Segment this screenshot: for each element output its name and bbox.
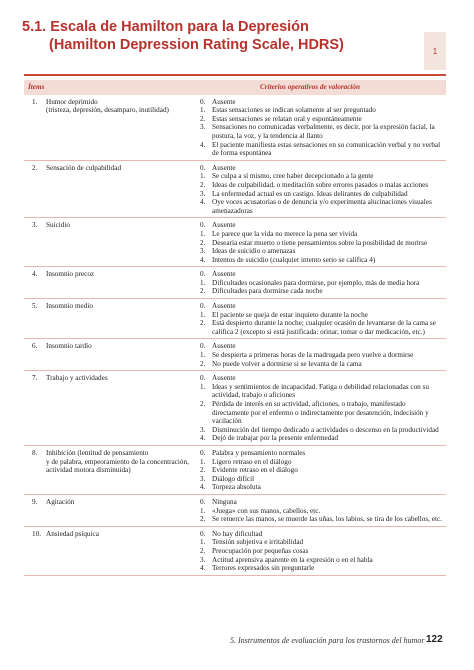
option-score: 2. [200, 400, 206, 408]
criteria-cell [196, 299, 446, 339]
option-score: 3. [200, 425, 206, 434]
criteria-option [200, 106, 442, 115]
footer-text: 5. Instrumentos de evaluación para los trastornos del humor [230, 636, 425, 645]
option-score: 1. [200, 538, 206, 547]
criteria-option [200, 115, 442, 124]
table-row [24, 371, 446, 446]
criteria-option [200, 507, 442, 516]
option-score: 1. [200, 229, 206, 238]
criteria-option [200, 547, 442, 556]
criteria-cell [196, 445, 446, 494]
criteria-option [200, 302, 442, 311]
criteria-option [200, 172, 442, 181]
criteria-option [200, 287, 442, 296]
table-row [24, 299, 446, 339]
option-text: Ideas de suicidio o amenazas [212, 247, 296, 256]
criteria-option [200, 319, 442, 336]
option-score: 0. [200, 374, 206, 383]
item-cell [24, 267, 196, 299]
criteria-option [200, 311, 442, 320]
option-text: Preocupación por pequeñas cosas [212, 546, 309, 555]
item-label: Suicidio [46, 221, 70, 230]
option-score: 4. [200, 255, 206, 264]
item-cell [24, 526, 196, 575]
option-text: Dificultades para dormirse cada noche [212, 287, 323, 296]
criteria-option [200, 400, 442, 426]
option-score: 3. [200, 474, 206, 483]
option-score: 3. [200, 247, 206, 256]
option-score: 1. [200, 172, 206, 181]
header-items: Ítems [24, 80, 196, 95]
option-score: 1. [200, 382, 206, 391]
option-text: Oye voces acusatorias o de denuncia y/o experimenta alucinaciones visuales amenazadoras [212, 198, 432, 215]
option-text: La enfermedad actual es un castigo. Ideas delirantes de culpabilidad [212, 189, 408, 198]
item-cell [24, 371, 196, 446]
option-score: 3. [200, 555, 206, 564]
option-text: No puede volver a dormirse si se levanta de la cama [212, 359, 362, 368]
criteria-option [200, 449, 442, 458]
option-text: Tensión subjetiva e irritabilidad [212, 538, 304, 547]
option-score: 2. [200, 359, 206, 368]
table-row [24, 339, 446, 371]
option-score: 1. [200, 106, 206, 115]
option-score: 0. [200, 302, 206, 311]
criteria-option [200, 256, 442, 265]
option-score: 1. [200, 351, 206, 360]
table-row [24, 95, 446, 161]
option-score: 2. [200, 466, 206, 475]
option-text: Ausente [212, 221, 236, 230]
option-text: Ausente [212, 374, 236, 383]
option-text: Sensaciones no comunicadas verbalmente, es decir, por la expresión facial, la postura, la voz, y la tendencia al llanto [212, 123, 435, 140]
item-number: 4. [32, 270, 38, 279]
option-text: Ideas y sentimientos de incapacidad. Fatiga o debilidad relacionadas con su actividad, trabajo o aficiones [212, 382, 429, 400]
item-label: Sensación de culpabilidad [46, 163, 122, 172]
criteria-option [200, 123, 442, 140]
option-score: 2. [200, 319, 206, 328]
item-number: 7. [32, 374, 38, 383]
option-text: Se retuerce las manos, se muerde las uñas, los labios, se tira de los cabellos, etc. [212, 515, 442, 524]
item-number: 8. [32, 448, 38, 457]
option-text: Ausente [212, 163, 236, 172]
option-text: Está despierto durante la noche; cualquier ocasión de levantarse de la cama se califica 2 (excepto si está justificada: orinar, tomar o dar medicación, etc.) [212, 319, 436, 336]
criteria-option [200, 342, 442, 351]
hdrs-table [24, 80, 446, 576]
title-line-2: (Hamilton Depression Rating Scale, HDRS) [49, 37, 344, 53]
item-number: 3. [32, 221, 38, 230]
item-sublabel: y de palabra, empeoramiento de la concentración, actividad motora disminuida) [46, 457, 189, 475]
criteria-option [200, 351, 442, 360]
option-text: Ausente [212, 302, 236, 311]
chapter-tab: 1 [424, 32, 446, 70]
option-text: Terrores expresados sin preguntarle [212, 564, 315, 573]
criteria-option [200, 374, 442, 383]
option-score: 0. [200, 342, 206, 351]
item-label: Ansiedad psíquica [46, 529, 99, 538]
criteria-option [200, 270, 442, 279]
item-number: 9. [32, 497, 38, 506]
criteria-option [200, 360, 442, 369]
item-cell [24, 95, 196, 161]
option-text: El paciente se queja de estar inquieto durante la noche [212, 310, 368, 319]
item-label: Humor deprimido [46, 97, 98, 106]
header-criteria: Criterios operativos de valoración [196, 80, 446, 95]
criteria-option [200, 247, 442, 256]
table-row [24, 445, 446, 494]
option-text: El paciente manifiesta estas sensaciones en su comunicación verbal y no verbal de forma espontánea [212, 140, 441, 158]
option-text: Dejó de trabajar por la presente enfermedad [212, 434, 339, 443]
option-text: Palabra y pensamiento normales [212, 448, 306, 457]
option-score: 2. [200, 180, 206, 189]
option-score: 4. [200, 564, 206, 573]
option-score: 2. [200, 114, 206, 123]
criteria-cell [196, 218, 446, 267]
option-text: Ideas de culpabilidad, o meditación sobre errores pasados o malas acciones [212, 180, 429, 189]
option-score: 0. [200, 97, 206, 106]
criteria-option [200, 458, 442, 467]
option-text: Evidente retraso en el diálogo [212, 466, 298, 475]
option-score: 2. [200, 515, 206, 524]
criteria-option [200, 498, 442, 507]
table-row [24, 267, 446, 299]
option-text: Se culpa a sí mismo, cree haber decepcionado a la gente [212, 172, 374, 181]
item-label: Insomnio tardío [46, 342, 92, 351]
option-text: Desearía estar muerto o tiene pensamientos sobre la posibilidad de morirse [212, 238, 428, 247]
option-text: Ausente [212, 342, 236, 351]
item-label: Trabajo y actividades [46, 374, 108, 383]
option-text: Intentos de suicidio (cualquier intento serio se califica 4) [212, 255, 376, 264]
item-label: Insomnio medio [46, 302, 93, 311]
item-cell [24, 299, 196, 339]
criteria-option [200, 141, 442, 158]
criteria-option [200, 564, 442, 573]
criteria-option [200, 190, 442, 199]
option-score: 0. [200, 163, 206, 172]
option-text: Pérdida de interés en su actividad, aficiones, o trabajo, manifestado directamente por el enfermo o indirectamente por desatención, indecisión y vacilación [212, 400, 429, 426]
option-text: Ausente [212, 97, 236, 106]
option-text: Estas sensaciones se relatan oral y espontáneamente [212, 114, 362, 123]
criteria-cell [196, 339, 446, 371]
item-cell [24, 218, 196, 267]
criteria-option [200, 434, 442, 443]
item-label: Agitación [46, 497, 75, 506]
option-score: 0. [200, 448, 206, 457]
criteria-option [200, 221, 442, 230]
criteria-option [200, 530, 442, 539]
option-score: 4. [200, 198, 206, 207]
criteria-option [200, 466, 442, 475]
item-cell [24, 339, 196, 371]
item-number: 2. [32, 163, 38, 172]
option-score: 4. [200, 483, 206, 492]
table-row [24, 526, 446, 575]
criteria-option [200, 279, 442, 288]
criteria-option [200, 383, 442, 400]
item-label: Insomnio precoz [46, 270, 95, 279]
option-score: 1. [200, 278, 206, 287]
criteria-option [200, 426, 442, 435]
table-row [24, 494, 446, 526]
criteria-cell [196, 494, 446, 526]
table-row [24, 218, 446, 267]
option-score: 4. [200, 434, 206, 443]
option-text: Torpeza absoluta [212, 483, 261, 492]
option-score: 3. [200, 123, 206, 132]
criteria-option [200, 475, 442, 484]
criteria-cell [196, 371, 446, 446]
option-text: Disminución del tiempo dedicado a actividades o descenso en la productividad [212, 425, 439, 434]
option-score: 0. [200, 221, 206, 230]
criteria-option [200, 230, 442, 239]
criteria-cell [196, 160, 446, 218]
option-score: 0. [200, 529, 206, 538]
item-cell [24, 445, 196, 494]
criteria-option [200, 98, 442, 107]
criteria-option [200, 198, 442, 215]
option-text: No hay dificultad [212, 529, 263, 538]
table-body [24, 95, 446, 576]
option-score: 1. [200, 310, 206, 319]
option-score: 4. [200, 140, 206, 149]
option-text: Estas sensaciones se indican solamente al ser preguntado [212, 106, 376, 115]
option-text: Ninguna [212, 497, 237, 506]
option-score: 0. [200, 497, 206, 506]
option-score: 1. [200, 506, 206, 515]
item-cell [24, 160, 196, 218]
option-text: Ausente [212, 270, 236, 279]
option-score: 0. [200, 270, 206, 279]
option-text: «Juega» con sus manos, cabellos, etc. [212, 506, 321, 515]
option-score: 1. [200, 457, 206, 466]
page-number: 122 [426, 634, 443, 645]
option-score: 3. [200, 189, 206, 198]
item-number: 10. [32, 529, 41, 538]
criteria-cell [196, 95, 446, 161]
option-text: Actitud aprensiva aparente en la expresión o en el habla [212, 555, 373, 564]
option-text: Diálogo difícil [212, 474, 255, 483]
criteria-option [200, 556, 442, 565]
criteria-option [200, 515, 442, 524]
option-text: Ligero retraso en el diálogo [212, 457, 292, 466]
option-score: 2. [200, 287, 206, 296]
criteria-option [200, 164, 442, 173]
page-title [22, 18, 412, 54]
item-sublabel: (tristeza, depresión, desamparo, inutilidad) [46, 106, 169, 115]
table-row [24, 160, 446, 218]
option-text: Le parece que la vida no merece la pena ser vivida [212, 229, 358, 238]
criteria-cell [196, 267, 446, 299]
item-number: 5. [32, 302, 38, 311]
item-number: 1. [32, 97, 38, 106]
criteria-option [200, 239, 442, 248]
item-label: Inhibición (lentitud de pensamiento [46, 448, 149, 457]
criteria-option [200, 483, 442, 492]
option-text: Dificultades ocasionales para dormirse, por ejemplo, más de media hora [212, 278, 420, 287]
item-number: 6. [32, 342, 38, 351]
criteria-option [200, 538, 442, 547]
option-text: Se despierta a primeras horas de la madrugada pero vuelve a dormirse [212, 351, 414, 360]
criteria-cell [196, 526, 446, 575]
criteria-option [200, 181, 442, 190]
header-rule [24, 74, 446, 76]
item-cell [24, 494, 196, 526]
table-header-row [24, 80, 446, 95]
title-line-1: 5.1. Escala de Hamilton para la Depresión [22, 19, 309, 35]
option-score: 2. [200, 546, 206, 555]
option-score: 2. [200, 238, 206, 247]
